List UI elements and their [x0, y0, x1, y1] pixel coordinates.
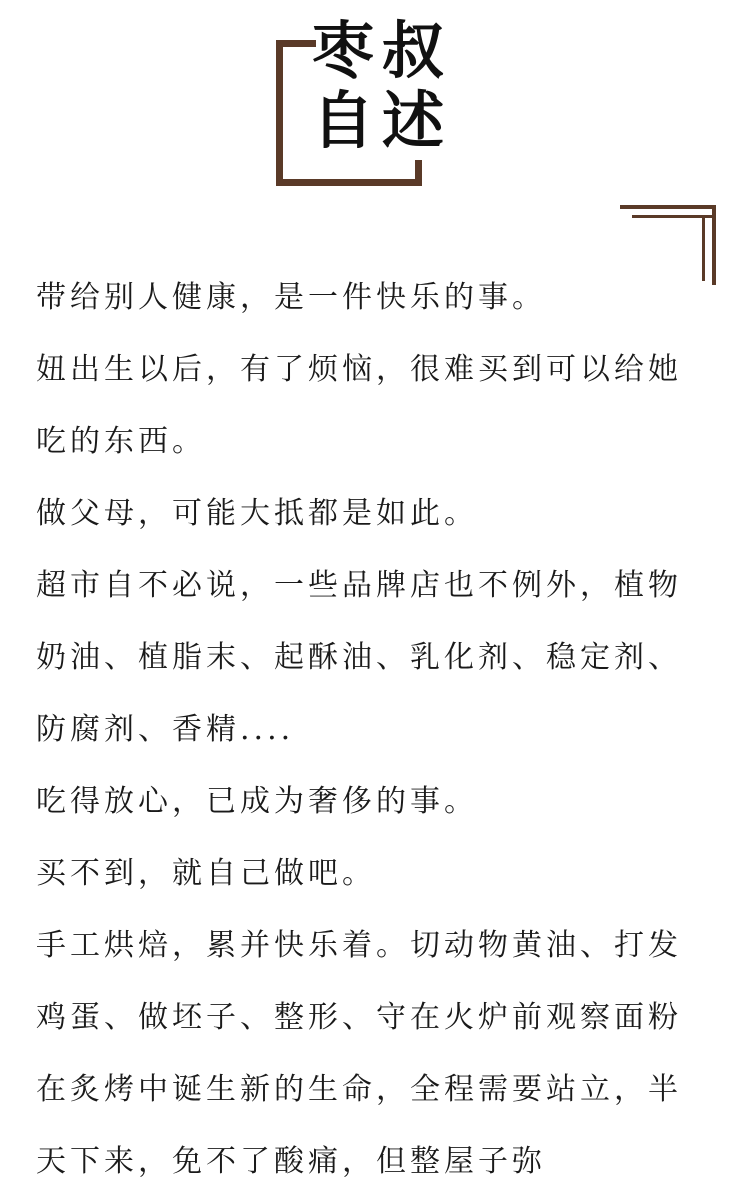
- title-line-1: 枣叔: [312, 14, 453, 87]
- paragraph: 买不到，就自己做吧。: [36, 856, 376, 891]
- paragraph: 做父母，可能大抵都是如此。: [36, 496, 478, 531]
- paragraph: 妞出生以后，有了烦恼，很难买到可以给她吃的东西。: [36, 352, 682, 459]
- paragraph: 超市自不必说，一些品牌店也不例外，植物奶油、植脂末、起酥油、乳化剂、稳定剂、防腐剂、香精....: [36, 568, 682, 747]
- title-block: [276, 14, 466, 190]
- title-bracket-top: [276, 40, 316, 47]
- paragraph: 吃得放心，已成为奢侈的事。: [36, 784, 478, 819]
- paragraph: 手工烘焙，累并快乐着。切动物黄油、打发鸡蛋、做坯子、整形、守在火炉前观察面粉在炙烤中诞生新的生命，全程需要站立，半天下来，免不了酸痛，但整屋子弥: [36, 928, 682, 1179]
- title-bracket-right: [415, 160, 422, 186]
- article-body: [36, 262, 708, 1198]
- title-line-2: 自述: [312, 84, 453, 157]
- page-title: [312, 16, 462, 156]
- paragraph: 带给别人健康，是一件快乐的事。: [36, 280, 546, 315]
- corner-line-h1: [620, 205, 716, 209]
- corner-line-v1: [712, 205, 716, 285]
